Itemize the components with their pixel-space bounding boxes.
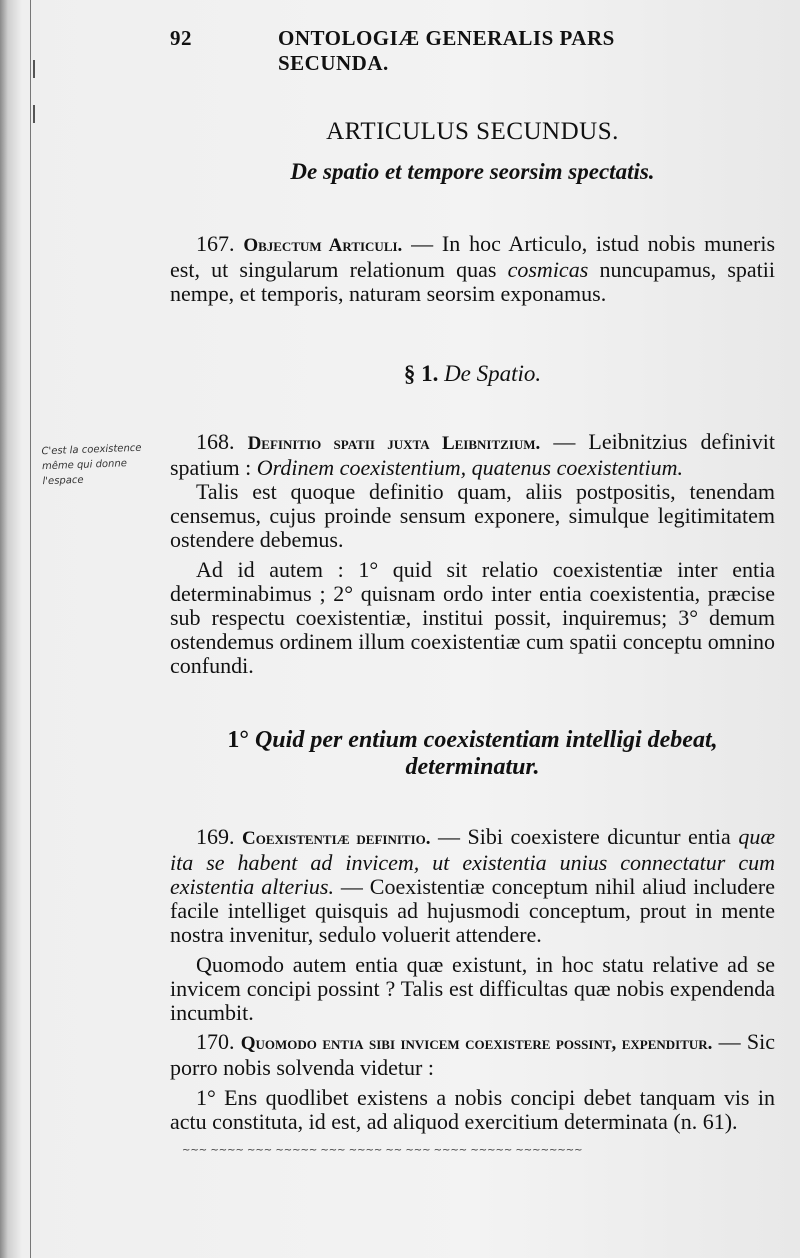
subsection-heading — [170, 727, 775, 781]
paragraph-heading: Coexistentiæ definitio. — [242, 828, 431, 849]
paragraph-number: 168. — [196, 429, 235, 454]
paragraph-text: — Sibi coexistere dicuntur entia — [430, 824, 739, 849]
paragraph-number: 167. — [196, 231, 235, 256]
paragraph-text: — Coexistentiæ conceptum nihil aliud includere facile intelliget quisquis ad hujusmodi conceptum, prout in mente nostra invenitur, sedulo voluerit attendere. — [170, 874, 776, 947]
page-number: 92 — [170, 26, 192, 50]
paragraph-text: Quomodo autem entia quæ existunt, in hoc statu relative ad se invicem concipi possint ? Talis est difficultas quæ nobis expendenda incumbit. — [170, 952, 775, 1025]
subsection-title: Quid per entium coexistentiam intelligi debeat, determinatur. — [254, 727, 718, 780]
paragraph-number: 169. — [196, 824, 235, 849]
section-heading — [170, 362, 775, 386]
section-title: De Spatio. — [444, 361, 542, 386]
subsection-number: 1° — [227, 727, 249, 753]
handwritten-footnote-scribble: ~~~ ~~~~ ~~~ ~~~~~ ~~~ ~~~~ ~~ ~~~ ~~~~ ~~~~~ ~~~~~~~~ — [182, 1145, 583, 1156]
paragraph-heading: Definitio spatii juxta Leibnitzium. — [247, 433, 541, 454]
article-subtitle: De spatio et tempore seorsim spectatis. — [290, 159, 655, 184]
paragraph-heading: Quomodo entia sibi invicem coexistere possint, expenditur. — [240, 1033, 713, 1054]
paragraph-italic: quæ ita se habent ad invicem, ut existentia unius connectatur cum existentia alterius. — [170, 824, 776, 899]
paragraph-text: Talis est quoque definitio quam, aliis postpositis, tenendam censemus, cujus proinde sensum exponere, simulque legitimitatem ostendere debemus. — [170, 479, 775, 552]
paragraph-text: 1° Ens quodlibet existens a nobis concipi debet tanquam vis in actu constituta, id est, ad aliquod exercitium determinata (n. 61). — [170, 1085, 775, 1134]
paragraph-167 — [170, 232, 775, 306]
handwritten-margin-note: C'est la coexistence même qui donne l'espace — [41, 442, 142, 488]
article-title: ARTICULUS SECUNDUS. — [326, 118, 619, 145]
paragraph-italic: cosmicas — [507, 257, 589, 282]
margin-mark — [33, 60, 41, 78]
paragraph-text: Ad id autem : 1° quid sit relatio coexistentiæ inter entia determinabimus ; 2° quisnam ordo inter entia coexistentia, præcise sub respectu coexistentiæ, institui possit, inquiremus; 3° demum ostendemus ordinem illum coexistentiæ cum spatii conceptu omnino confundi. — [170, 557, 775, 678]
paragraph-italic: Ordinem coexistentium, quatenus coexistentium. — [256, 455, 684, 480]
paragraph-heading: Objectum Articuli. — [243, 235, 403, 256]
paragraph-number: 170. — [196, 1029, 235, 1054]
page-gutter-line — [30, 0, 31, 1258]
section-sign: § 1. — [403, 361, 439, 386]
paragraph-169 — [170, 825, 775, 1025]
paragraph-text: — Sic porro nobis solvenda videtur : — [170, 1029, 775, 1080]
running-header — [170, 26, 710, 75]
paragraph-text: — Leibnitzius definivit spatium : — [170, 429, 775, 480]
running-title: ONTOLOGIÆ GENERALIS PARS SECUNDA. — [278, 26, 615, 75]
paragraph-text: — In hoc Articulo, istud nobis muneris est, ut singularum relationum quas — [170, 231, 776, 282]
paragraph-170 — [170, 1030, 775, 1134]
paragraph-168 — [170, 430, 775, 678]
paragraph-text: nuncupamus, spatii nempe, et temporis, naturam seorsim exponamus. — [170, 257, 776, 306]
margin-mark — [33, 105, 41, 123]
